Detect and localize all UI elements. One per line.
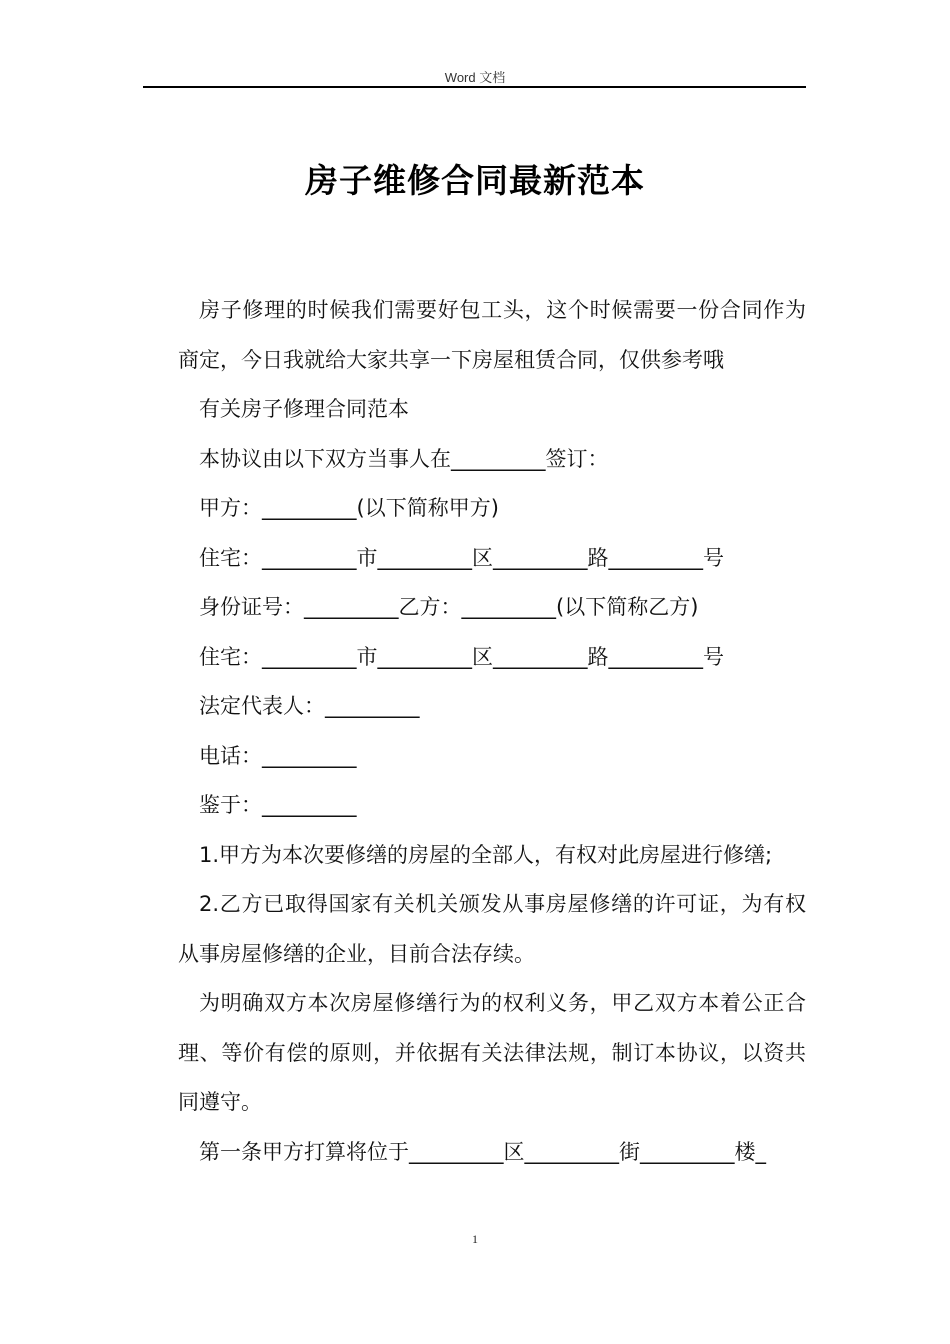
paragraph-purpose: 为明确双方本次房屋修缮行为的权利义务，甲乙双方本着公正合理、等价有偿的原则，并依据有关法律法规，制订本协议，以资共同遵守。: [178, 991, 806, 1114]
paragraph-party-b-address: 住宅：_________市_________区_________路_________号: [199, 644, 724, 669]
page-number: 1: [472, 1232, 478, 1246]
paragraph-whereas: 鉴于：_________: [199, 793, 357, 817]
paragraph-id-party-b: 身份证号：_________乙方：_________(以下简称乙方): [199, 595, 699, 619]
paragraph-clause-1: 1.甲方为本次要修缮的房屋的全部人，有权对此房屋进行修缮;: [199, 842, 773, 867]
document-title: 房子维修合同最新范本: [305, 161, 645, 200]
paragraph-legal-representative: 法定代表人：_________: [199, 694, 420, 718]
header-divider: [143, 86, 806, 88]
paragraph-phone: 电话：_________: [199, 743, 357, 768]
paragraph-party-a: 甲方：_________(以下简称甲方): [199, 496, 499, 520]
paragraph-article-1: 第一条甲方打算将位于_________区_________街_________楼_: [199, 1139, 766, 1164]
paragraph-clause-2: 2.乙方已取得国家有关机关颁发从事房屋修缮的许可证，为有权从事房屋修缮的企业，目前合法存续。: [178, 892, 806, 966]
document-body: [178, 286, 806, 1177]
paragraph-party-a-address: 住宅：_________市_________区_________路_________号: [199, 545, 724, 570]
paragraph-agreement-place: 本协议由以下双方当事人在_________签订：: [199, 446, 609, 471]
paragraph-subtitle: 有关房子修理合同范本: [199, 397, 409, 421]
running-header: Word 文档: [444, 70, 506, 85]
paragraph-intro: 房子修理的时候我们需要好包工头，这个时候需要一份合同作为商定，今日我就给大家共享一下房屋租赁合同，仅供参考哦: [178, 298, 806, 372]
